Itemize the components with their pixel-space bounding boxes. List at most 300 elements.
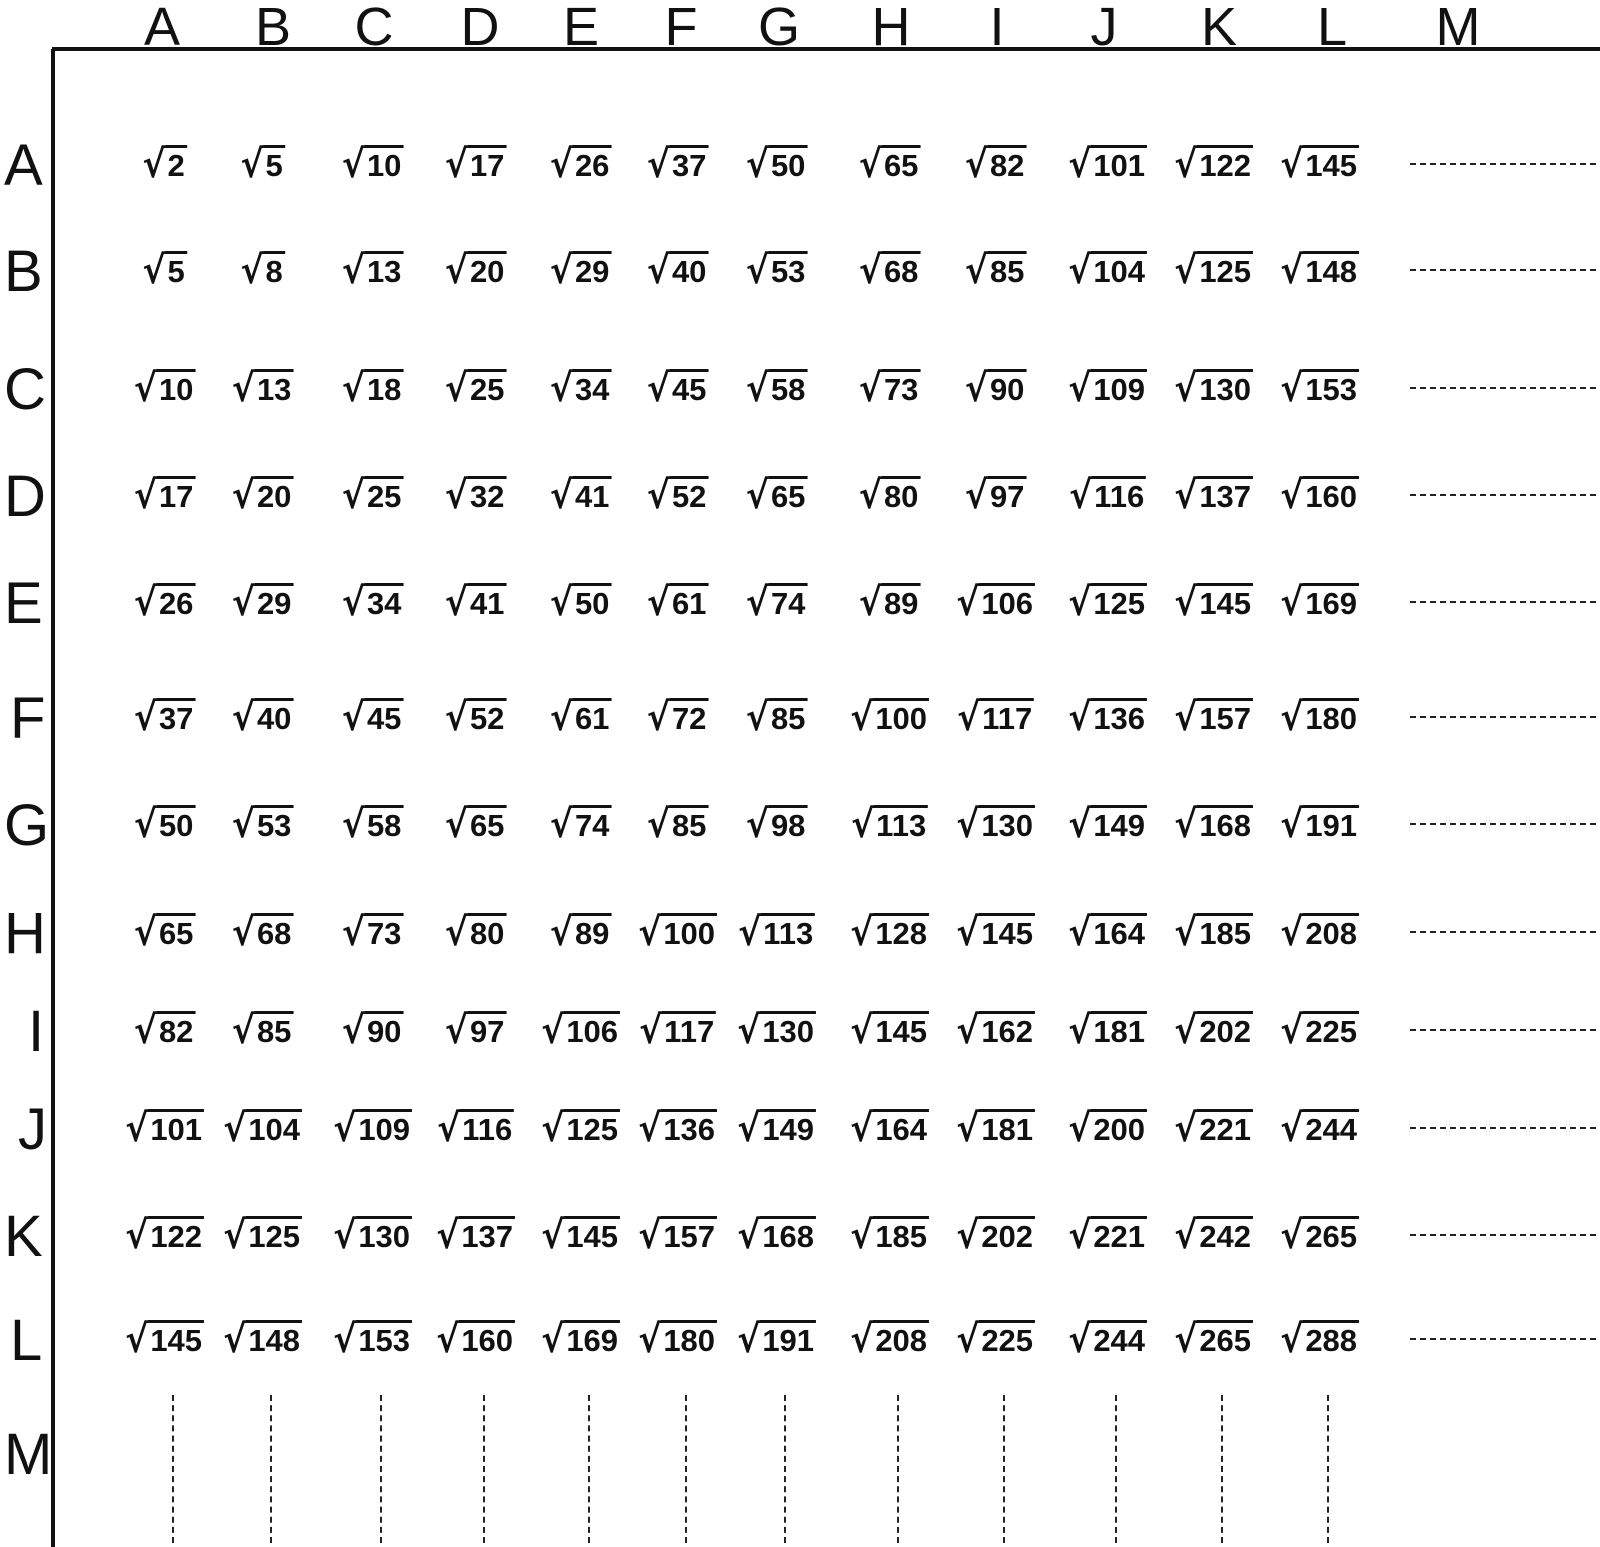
radical-cell	[341, 910, 404, 954]
radical-cell	[231, 910, 294, 954]
radical-cell	[1173, 1213, 1253, 1257]
radicand-value: 244	[1091, 1320, 1147, 1356]
radical-sign: √	[444, 248, 468, 292]
radicand-value: 65	[468, 805, 506, 841]
radicand-value: 89	[882, 583, 920, 619]
radicand-value: 17	[468, 145, 506, 181]
radical-cell	[549, 473, 612, 517]
radical-sign: √	[444, 142, 468, 186]
row-header-k: K	[4, 1204, 43, 1269]
radical-sign: √	[646, 802, 670, 846]
radical-cell	[637, 1317, 717, 1361]
radical-cell	[1279, 142, 1359, 186]
radical-sign: √	[133, 910, 157, 954]
radical-sign: √	[444, 802, 468, 846]
radicand-value: 117	[980, 698, 1034, 734]
radical-sign: √	[549, 473, 573, 517]
radical-sign: √	[437, 1106, 460, 1150]
radicand-value: 113	[874, 805, 928, 841]
radical-sign: √	[956, 910, 980, 954]
radical-sign: √	[341, 802, 365, 846]
radical-sign: √	[638, 1106, 662, 1150]
radical-sign: √	[638, 1317, 662, 1361]
radical-sign: √	[850, 1008, 874, 1052]
radical-sign: √	[1280, 142, 1304, 186]
radical-cell	[435, 1213, 515, 1257]
radical-cell	[858, 366, 921, 410]
radical-cell	[549, 580, 612, 624]
radical-sign: √	[341, 142, 365, 186]
radical-cell	[849, 910, 929, 954]
radical-sign: √	[142, 142, 166, 186]
radical-cell	[736, 1008, 816, 1052]
column-header-f: F	[664, 0, 698, 57]
radical-sign: √	[964, 142, 988, 186]
radical-cell	[540, 1106, 620, 1150]
continuation-dash-h	[1410, 494, 1596, 496]
radical-sign: √	[745, 473, 769, 517]
radicand-value: 74	[573, 805, 611, 841]
radical-sign: √	[1280, 1317, 1304, 1361]
radical-sign: √	[436, 1317, 460, 1361]
radical-cell	[341, 695, 404, 739]
radicand-value: 104	[246, 1109, 302, 1145]
radicand-value: 153	[356, 1320, 412, 1356]
radicand-value: 37	[670, 145, 708, 181]
radical-sign: √	[850, 910, 874, 954]
radical-sign: √	[850, 1106, 874, 1150]
radicand-value: 122	[148, 1216, 204, 1252]
radicand-value: 149	[1091, 805, 1147, 841]
radical-sign: √	[737, 1213, 761, 1257]
radical-sign: √	[1174, 473, 1198, 517]
radical-cell	[637, 1213, 717, 1257]
radical-sign: √	[1280, 473, 1304, 517]
radical-cell	[646, 366, 709, 410]
radical-sign: √	[858, 473, 882, 517]
radical-sign: √	[333, 1213, 357, 1257]
radical-sign: √	[956, 1106, 980, 1150]
radical-cell	[133, 473, 196, 517]
radical-cell	[332, 1106, 412, 1150]
radical-cell	[955, 910, 1035, 954]
radical-cell	[435, 1317, 515, 1361]
radical-sign: √	[341, 1008, 365, 1052]
radical-sign: √	[1280, 1008, 1304, 1052]
radicand-value: 80	[882, 476, 920, 512]
radical-sign: √	[333, 1317, 357, 1361]
radical-cell	[858, 248, 921, 292]
radicand-value: 149	[760, 1109, 816, 1145]
radical-cell	[1067, 802, 1147, 846]
radical-sign: √	[541, 1213, 565, 1257]
radicand-value: 26	[573, 145, 611, 181]
radical-cell	[444, 248, 507, 292]
radicand-value: 109	[356, 1109, 412, 1145]
radical-cell	[444, 142, 507, 186]
radicand-value: 153	[1303, 369, 1359, 405]
radical-cell	[133, 580, 196, 624]
radicand-value: 10	[157, 369, 195, 405]
radical-cell	[745, 473, 808, 517]
radicand-value: 5	[166, 251, 187, 287]
radicand-value: 137	[459, 1216, 515, 1252]
radicand-value: 20	[255, 476, 293, 512]
radicand-value: 104	[1091, 251, 1147, 287]
radicand-value: 13	[365, 251, 403, 287]
radicand-value: 128	[873, 913, 929, 949]
radical-cell	[964, 248, 1027, 292]
radical-sign: √	[549, 580, 573, 624]
radical-cell	[436, 1106, 514, 1150]
radical-cell	[1067, 248, 1147, 292]
continuation-dash-h	[1410, 163, 1596, 165]
radicand-value: 200	[1091, 1109, 1147, 1145]
radicand-value: 185	[1197, 913, 1253, 949]
radical-cell	[955, 1213, 1035, 1257]
radical-cell	[1279, 580, 1359, 624]
radicand-value: 130	[760, 1011, 816, 1047]
radicand-value: 40	[255, 698, 293, 734]
radicand-value: 208	[873, 1320, 929, 1356]
radical-cell	[955, 1008, 1035, 1052]
continuation-dash-h	[1410, 1127, 1596, 1129]
radicand-value: 288	[1303, 1320, 1359, 1356]
radical-cell	[133, 366, 196, 410]
radicand-value: 169	[1303, 583, 1359, 619]
radicand-value: 29	[573, 251, 611, 287]
radicand-value: 26	[157, 583, 195, 619]
radical-cell	[1173, 366, 1253, 410]
radical-cell	[956, 695, 1034, 739]
radicand-value: 106	[564, 1011, 620, 1047]
radical-sign: √	[444, 473, 468, 517]
radicand-value: 52	[468, 698, 506, 734]
radical-sign: √	[646, 695, 670, 739]
radical-sign: √	[638, 910, 662, 954]
radical-cell	[1279, 1008, 1359, 1052]
radical-cell	[1173, 473, 1253, 517]
radicand-value: 116	[1092, 476, 1146, 512]
radical-cell	[736, 1106, 816, 1150]
radical-sign: √	[956, 1213, 980, 1257]
radicand-value: 202	[1197, 1011, 1253, 1047]
radicand-value: 157	[1197, 698, 1253, 734]
radicand-value: 113	[761, 913, 815, 949]
column-header-m: M	[1435, 0, 1481, 57]
radical-sign: √	[956, 1317, 980, 1361]
radical-sign: √	[125, 1106, 149, 1150]
radicand-value: 265	[1197, 1320, 1253, 1356]
radical-cell	[231, 580, 294, 624]
radical-cell	[849, 1317, 929, 1361]
radical-sign: √	[133, 695, 157, 739]
continuation-dash-v	[1115, 1395, 1117, 1543]
radical-sign: √	[1068, 1106, 1092, 1150]
radical-cell	[646, 473, 709, 517]
radical-sign: √	[444, 695, 468, 739]
radical-sign: √	[1068, 580, 1092, 624]
radicand-value: 136	[1091, 698, 1147, 734]
radical-cell	[745, 366, 808, 410]
column-header-e: E	[562, 0, 600, 57]
radical-cell	[1173, 142, 1253, 186]
radicand-value: 137	[1197, 476, 1253, 512]
radical-sign: √	[341, 910, 365, 954]
radical-sign: √	[737, 1008, 761, 1052]
radicand-value: 242	[1197, 1216, 1253, 1252]
radical-sign: √	[858, 142, 882, 186]
radicand-value: 34	[365, 583, 403, 619]
radicand-value: 53	[255, 805, 293, 841]
radicand-value: 162	[979, 1011, 1035, 1047]
radicand-value: 73	[882, 369, 920, 405]
radicand-value: 148	[1303, 251, 1359, 287]
row-header-a: A	[4, 133, 43, 198]
row-header-c: C	[4, 357, 46, 422]
radical-sign: √	[745, 142, 769, 186]
radical-sign: √	[964, 248, 988, 292]
radical-sign: √	[231, 1008, 255, 1052]
radicand-value: 68	[255, 913, 293, 949]
radical-cell	[646, 580, 709, 624]
radical-cell	[549, 142, 612, 186]
radical-sign: √	[1280, 580, 1304, 624]
radical-sign: √	[858, 580, 882, 624]
radicand-value: 157	[661, 1216, 717, 1252]
radicand-value: 10	[365, 145, 403, 181]
radicand-value: 100	[661, 913, 717, 949]
radicand-value: 244	[1303, 1109, 1359, 1145]
radicand-value: 202	[979, 1216, 1035, 1252]
radical-cell	[1173, 1008, 1253, 1052]
radical-sign: √	[1174, 910, 1198, 954]
radical-cell	[444, 580, 507, 624]
radical-sign: √	[738, 910, 761, 954]
radicand-value: 34	[573, 369, 611, 405]
radical-cell	[849, 1106, 929, 1150]
radicand-value: 168	[760, 1216, 816, 1252]
radical-cell	[540, 1008, 620, 1052]
radical-sign: √	[1068, 142, 1092, 186]
radicand-value: 160	[1303, 476, 1359, 512]
radical-cell	[341, 580, 404, 624]
radical-sign: √	[1280, 695, 1304, 739]
radical-cell	[341, 802, 404, 846]
radical-cell	[124, 1213, 204, 1257]
radicand-value: 185	[873, 1216, 929, 1252]
radical-cell	[341, 142, 404, 186]
radicand-value: 98	[769, 805, 807, 841]
continuation-dash-h	[1410, 269, 1596, 271]
radical-sign: √	[1068, 695, 1092, 739]
radical-cell	[1067, 1106, 1147, 1150]
radical-sign: √	[341, 695, 365, 739]
radical-sign: √	[231, 802, 255, 846]
radical-sign: √	[851, 802, 874, 846]
radical-cell	[444, 910, 507, 954]
radical-cell	[141, 142, 187, 186]
radical-cell	[955, 802, 1035, 846]
column-header-b: B	[254, 0, 292, 57]
radical-sign: √	[549, 695, 573, 739]
radical-cell	[1279, 910, 1359, 954]
radical-sign: √	[549, 910, 573, 954]
radical-cell	[858, 473, 921, 517]
radical-sign: √	[964, 473, 988, 517]
radicand-value: 65	[882, 145, 920, 181]
radical-sign: √	[1280, 366, 1304, 410]
radicand-value: 145	[873, 1011, 929, 1047]
radicand-value: 101	[148, 1109, 204, 1145]
radical-sign: √	[1174, 1008, 1198, 1052]
column-header-j: J	[1090, 0, 1118, 57]
radical-sign: √	[133, 473, 157, 517]
radical-sign: √	[133, 580, 157, 624]
radical-sign: √	[1280, 910, 1304, 954]
radical-sign: √	[646, 248, 670, 292]
radical-sign: √	[444, 1008, 468, 1052]
column-header-c: C	[354, 0, 394, 57]
radical-cell	[133, 695, 196, 739]
radical-sign: √	[850, 1213, 874, 1257]
radical-cell	[646, 802, 709, 846]
radical-cell	[540, 1213, 620, 1257]
radicand-value: 145	[1303, 145, 1359, 181]
row-header-m: M	[4, 1422, 53, 1487]
radical-cell	[737, 910, 815, 954]
radical-cell	[1173, 802, 1253, 846]
radical-cell	[1279, 695, 1359, 739]
radicand-value: 181	[979, 1109, 1035, 1145]
continuation-dash-v	[1221, 1395, 1223, 1543]
radical-cell	[1173, 1106, 1253, 1150]
radical-cell	[549, 248, 612, 292]
radical-cell	[646, 142, 709, 186]
radical-sign: √	[231, 580, 255, 624]
radicand-value: 37	[157, 698, 195, 734]
radical-sign: √	[223, 1106, 247, 1150]
continuation-dash-h	[1410, 1338, 1596, 1340]
radical-sign: √	[1280, 1106, 1304, 1150]
radical-sign: √	[1174, 580, 1198, 624]
radical-cell	[1173, 248, 1253, 292]
radical-sign: √	[957, 695, 980, 739]
radicand-value: 80	[468, 913, 506, 949]
radicand-value: 169	[564, 1320, 620, 1356]
radical-cell	[1279, 1317, 1359, 1361]
continuation-dash-v	[172, 1395, 174, 1543]
radicand-value: 82	[157, 1011, 195, 1047]
continuation-dash-h	[1410, 387, 1596, 389]
radicand-value: 106	[979, 583, 1035, 619]
radicand-value: 125	[564, 1109, 620, 1145]
radical-sign: √	[646, 580, 670, 624]
radical-sign: √	[1174, 142, 1198, 186]
radicand-value: 65	[157, 913, 195, 949]
radical-cell	[222, 1317, 302, 1361]
radical-sign: √	[1280, 802, 1304, 846]
radical-cell	[549, 366, 612, 410]
radical-sign: √	[541, 1008, 565, 1052]
radical-cell	[1279, 1213, 1359, 1257]
radical-sign: √	[1174, 248, 1198, 292]
radicand-value: 32	[468, 476, 506, 512]
radical-sign: √	[1174, 695, 1198, 739]
radical-sign: √	[333, 1106, 357, 1150]
radical-cell	[231, 695, 294, 739]
radicand-value: 180	[1303, 698, 1359, 734]
radicand-value: 100	[873, 698, 929, 734]
radical-cell	[849, 695, 929, 739]
continuation-dash-v	[897, 1395, 899, 1543]
radicand-value: 85	[255, 1011, 293, 1047]
radical-cell	[1067, 695, 1147, 739]
column-header-i: I	[989, 0, 1005, 57]
radical-sign: √	[737, 1106, 761, 1150]
radicand-value: 265	[1303, 1216, 1359, 1252]
radical-cell	[638, 1008, 716, 1052]
continuation-dash-v	[784, 1395, 786, 1543]
radical-sign: √	[1068, 802, 1092, 846]
radical-cell	[239, 248, 285, 292]
radicand-value: 45	[365, 698, 403, 734]
radical-cell	[444, 695, 507, 739]
radical-cell	[745, 580, 808, 624]
radical-cell	[1173, 695, 1253, 739]
continuation-dash-v	[380, 1395, 382, 1543]
radical-cell	[549, 802, 612, 846]
radical-sign: √	[745, 695, 769, 739]
radicand-value: 50	[157, 805, 195, 841]
radicand-value: 221	[1091, 1216, 1147, 1252]
radicand-value: 130	[1197, 369, 1253, 405]
radicand-value: 41	[468, 583, 506, 619]
radicand-value: 145	[148, 1320, 204, 1356]
radicand-value: 53	[769, 251, 807, 287]
radicand-value: 225	[979, 1320, 1035, 1356]
radicand-value: 122	[1197, 145, 1253, 181]
radicand-value: 116	[460, 1109, 514, 1145]
radicand-value: 85	[988, 251, 1026, 287]
radical-cell	[444, 366, 507, 410]
continuation-dash-v	[685, 1395, 687, 1543]
radical-cell	[124, 1106, 204, 1150]
radical-sign: √	[1068, 1008, 1092, 1052]
radical-cell	[637, 1106, 717, 1150]
radical-sign: √	[444, 366, 468, 410]
radical-cell	[1279, 1106, 1359, 1150]
radical-sign: √	[737, 1317, 761, 1361]
radical-sign: √	[850, 695, 874, 739]
continuation-dash-v	[1003, 1395, 1005, 1543]
radical-sign: √	[549, 802, 573, 846]
radicand-value: 160	[459, 1320, 515, 1356]
radical-sign: √	[541, 1106, 565, 1150]
radical-cell	[1067, 910, 1147, 954]
radical-sign: √	[1068, 910, 1092, 954]
radical-sign: √	[745, 248, 769, 292]
radicand-value: 136	[661, 1109, 717, 1145]
radical-cell	[745, 695, 808, 739]
radical-sign: √	[125, 1213, 149, 1257]
radical-cell	[1067, 1008, 1147, 1052]
radical-sign: √	[956, 802, 980, 846]
radical-cell	[231, 473, 294, 517]
row-header-f: F	[10, 686, 46, 751]
radical-cell	[955, 1317, 1035, 1361]
radical-sign: √	[133, 366, 157, 410]
